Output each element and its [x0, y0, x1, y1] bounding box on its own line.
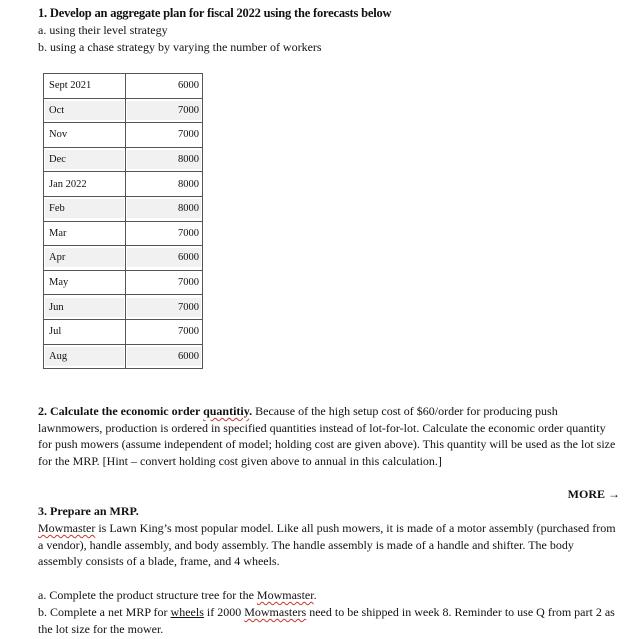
question-3-heading: 3. Prepare an MRP.: [38, 504, 139, 518]
month-cell: Mar: [44, 221, 126, 246]
question-1-part-a: a. using their level strategy: [38, 23, 168, 37]
question-2-body: Because of the high setup cost of $60/order for producing push lawnmowers, production is ordered in specified quantities instead of lot-for-lot. Calculate the economic order quantity for push mowers (assume independent of model; holding cost are given above). This quantity will be used as the lot size for the MRP. [Hint – convert holding cost given above to annual in this calculation.]: [38, 404, 616, 468]
table-row: [44, 270, 203, 295]
table-row: [44, 98, 203, 123]
question-2-paragraph: [38, 403, 618, 469]
forecast-cell: 7000: [126, 98, 203, 123]
question-3-part-b: b. Complete a net MRP for wheels if 2000 Mowmasters need to be shipped in week 8. Reminder to use Q from part 2 as the lot size for the mower.: [38, 605, 615, 636]
table-row: [44, 221, 203, 246]
more-link[interactable]: MORE →: [567, 487, 620, 501]
forecast-cell: 6000: [126, 74, 203, 99]
table-row: [44, 74, 203, 99]
month-cell: Jun: [44, 295, 126, 320]
forecast-cell: 7000: [126, 221, 203, 246]
month-cell: May: [44, 270, 126, 295]
forecast-cell: 6000: [126, 246, 203, 271]
month-cell: Sept 2021: [44, 74, 126, 99]
forecast-cell: 8000: [126, 147, 203, 172]
forecast-cell: 7000: [126, 270, 203, 295]
question-3-part-a: a. Complete the product structure tree for the Mowmaster.: [38, 588, 317, 602]
forecast-cell: 7000: [126, 319, 203, 344]
month-cell: Apr: [44, 246, 126, 271]
table-row: [44, 196, 203, 221]
table-row: [44, 172, 203, 197]
month-cell: Oct: [44, 98, 126, 123]
table-row: [44, 123, 203, 148]
forecast-cell: 7000: [126, 123, 203, 148]
forecast-cell: 7000: [126, 295, 203, 320]
forecast-table: [43, 73, 203, 369]
question-2-heading: 2. Calculate the economic order quantitiy.: [38, 404, 253, 418]
question-1-part-b: b. using a chase strategy by varying the number of workers: [38, 40, 322, 54]
month-cell: Dec: [44, 147, 126, 172]
question-3-body: Mowmaster is Lawn King’s most popular model. Like all push mowers, it is made of a motor assembly (purchased from a vendor), handle assembly, and body assembly. The handle assembly is made of a handle and shifter. The body assembly consists of a blade, frame, and 4 wheels.: [38, 521, 616, 569]
month-cell: Jul: [44, 319, 126, 344]
month-cell: Jan 2022: [44, 172, 126, 197]
table-row: [44, 319, 203, 344]
table-row: [44, 295, 203, 320]
question-1-title: 1. Develop an aggregate plan for fiscal 2022 using the forecasts below: [38, 6, 392, 20]
forecast-cell: 8000: [126, 172, 203, 197]
month-cell: Aug: [44, 344, 126, 369]
forecast-cell: 6000: [126, 344, 203, 369]
table-row: [44, 147, 203, 172]
forecast-cell: 8000: [126, 196, 203, 221]
table-row: [44, 344, 203, 369]
month-cell: Feb: [44, 196, 126, 221]
table-row: [44, 246, 203, 271]
month-cell: Nov: [44, 123, 126, 148]
